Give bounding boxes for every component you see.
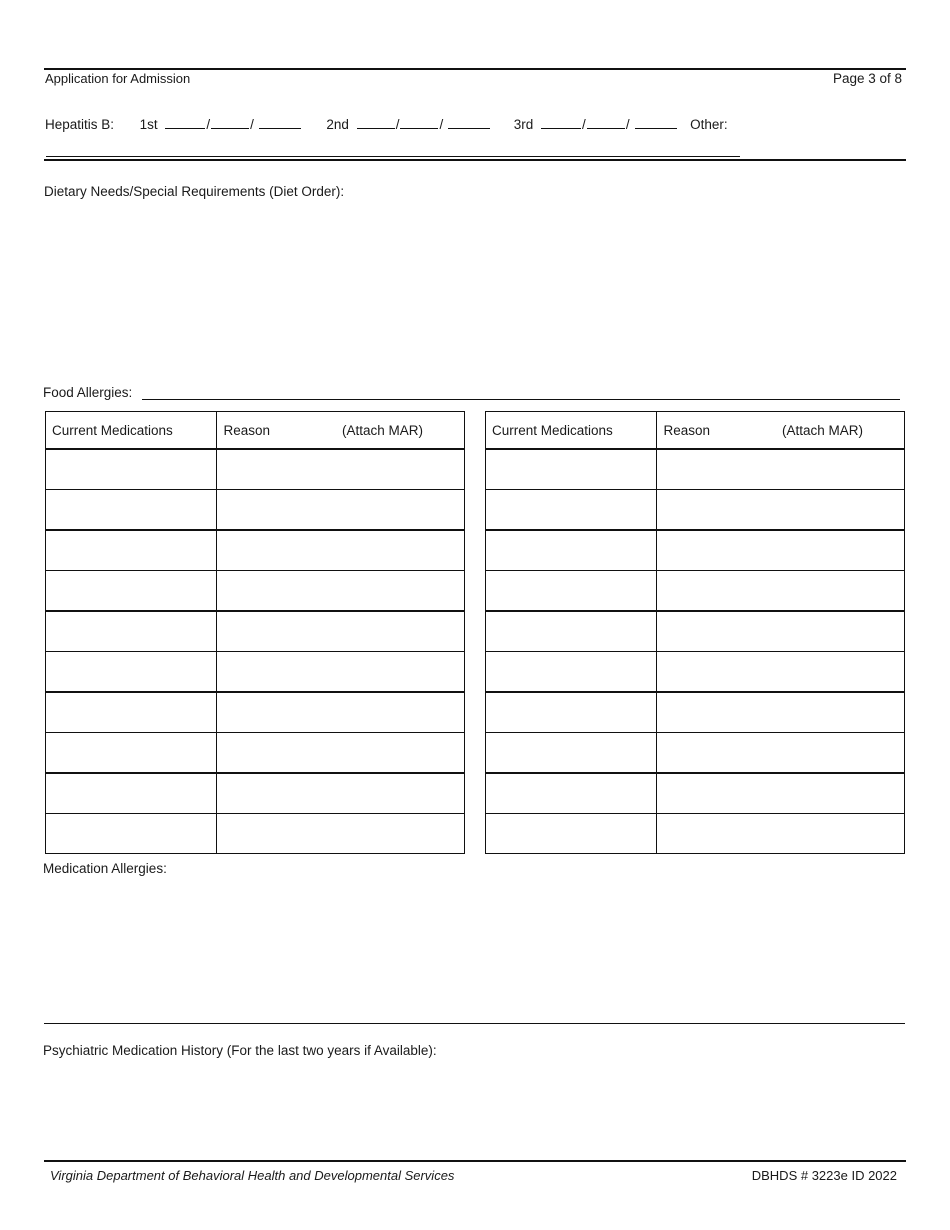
table-row xyxy=(486,611,905,652)
table-header-row xyxy=(486,412,905,450)
reason-cell[interactable] xyxy=(657,692,905,733)
hepatitis-other-label: Other: xyxy=(690,117,728,132)
medication-cell[interactable] xyxy=(46,692,217,733)
col-reason: Reason (Attach MAR) xyxy=(657,412,905,450)
table-row xyxy=(486,773,905,814)
table-row xyxy=(486,490,905,531)
table-row xyxy=(486,733,905,774)
table-row xyxy=(486,692,905,733)
reason-cell[interactable] xyxy=(657,814,905,854)
reason-cell[interactable] xyxy=(657,571,905,612)
hepatitis-b-label: Hepatitis B: xyxy=(45,117,115,132)
food-allergies-label: Food Allergies: xyxy=(43,385,133,400)
section-rule-1 xyxy=(44,159,906,161)
medication-cell[interactable] xyxy=(46,773,217,814)
page-number: Page 3 of 8 xyxy=(832,71,902,86)
medication-cell[interactable] xyxy=(46,449,217,490)
medication-cell[interactable] xyxy=(486,814,657,854)
table-row xyxy=(46,449,465,490)
medication-cell[interactable] xyxy=(46,611,217,652)
medication-cell[interactable] xyxy=(486,773,657,814)
hepatitis-first-day-field[interactable] xyxy=(211,116,249,129)
medications-table-left xyxy=(45,411,465,854)
reason-cell[interactable] xyxy=(657,530,905,571)
section-rule-2 xyxy=(44,1023,905,1024)
table-row xyxy=(46,571,465,612)
reason-cell[interactable] xyxy=(657,611,905,652)
attach-mar-note: (Attach MAR) xyxy=(342,422,424,438)
reason-cell[interactable] xyxy=(217,449,465,490)
col-current-medications: Current Medications xyxy=(46,412,217,450)
medication-cell[interactable] xyxy=(46,814,217,854)
table-row xyxy=(46,652,465,693)
hepatitis-third-day-field[interactable] xyxy=(587,116,625,129)
table-row xyxy=(46,692,465,733)
medication-cell[interactable] xyxy=(486,611,657,652)
medication-cell[interactable] xyxy=(46,652,217,693)
medication-cell[interactable] xyxy=(46,571,217,612)
medication-cell[interactable] xyxy=(486,490,657,531)
attach-mar-note: (Attach MAR) xyxy=(782,422,864,438)
table-row xyxy=(46,773,465,814)
footer-form-id: DBHDS # 3223e ID 2022 xyxy=(751,1168,897,1183)
medication-cell[interactable] xyxy=(486,571,657,612)
dietary-needs-label: Dietary Needs/Special Requirements (Diet Order): xyxy=(44,184,345,199)
medication-allergies-area[interactable] xyxy=(44,880,906,1020)
reason-cell[interactable] xyxy=(217,611,465,652)
reason-cell[interactable] xyxy=(657,652,905,693)
hepatitis-third-month-field[interactable] xyxy=(541,116,581,129)
col-current-medications: Current Medications xyxy=(486,412,657,450)
reason-cell[interactable] xyxy=(217,571,465,612)
form-title: Application for Admission xyxy=(45,71,191,86)
table-row xyxy=(486,814,905,854)
medication-cell[interactable] xyxy=(486,530,657,571)
hepatitis-first-month-field[interactable] xyxy=(165,116,205,129)
reason-cell[interactable] xyxy=(217,733,465,774)
hepatitis-first-year-field[interactable] xyxy=(259,116,301,129)
table-row xyxy=(46,490,465,531)
header-top-rule xyxy=(44,68,906,70)
hepatitis-second-month-field[interactable] xyxy=(357,116,395,129)
medication-cell[interactable] xyxy=(486,692,657,733)
medication-cell[interactable] xyxy=(486,733,657,774)
medication-cell[interactable] xyxy=(486,652,657,693)
table-row xyxy=(46,611,465,652)
hepatitis-third-label: 3rd xyxy=(513,117,534,132)
reason-cell[interactable] xyxy=(217,692,465,733)
medication-cell[interactable] xyxy=(486,449,657,490)
hepatitis-first-label: 1st xyxy=(139,117,158,132)
food-allergies-field[interactable] xyxy=(142,399,900,400)
medication-cell[interactable] xyxy=(46,490,217,531)
hepatitis-b-row: Hepatitis B: 1st / / 2nd / / 3rd / / Other: xyxy=(45,117,728,132)
reason-cell[interactable] xyxy=(217,652,465,693)
hepatitis-second-day-field[interactable] xyxy=(400,116,438,129)
footer-agency: Virginia Department of Behavioral Health and Developmental Services xyxy=(50,1168,455,1183)
reason-cell[interactable] xyxy=(657,490,905,531)
table-row xyxy=(486,571,905,612)
reason-cell[interactable] xyxy=(217,490,465,531)
reason-cell[interactable] xyxy=(217,814,465,854)
psychiatric-history-label: Psychiatric Medication History (For the last two years if Available): xyxy=(43,1043,437,1058)
reason-cell[interactable] xyxy=(217,773,465,814)
col-reason: Reason (Attach MAR) xyxy=(217,412,465,450)
reason-cell[interactable] xyxy=(657,449,905,490)
dietary-needs-area[interactable] xyxy=(44,204,906,374)
medication-cell[interactable] xyxy=(46,530,217,571)
table-row xyxy=(486,449,905,490)
psychiatric-history-area[interactable] xyxy=(44,1062,906,1152)
table-row xyxy=(46,814,465,854)
table-row xyxy=(486,652,905,693)
table-header-row xyxy=(46,412,465,450)
footer-rule xyxy=(44,1160,906,1162)
reason-cell[interactable] xyxy=(657,773,905,814)
table-row xyxy=(46,530,465,571)
hepatitis-second-year-field[interactable] xyxy=(448,116,490,129)
medications-table-right xyxy=(485,411,905,854)
reason-cell[interactable] xyxy=(657,733,905,774)
hepatitis-third-year-field[interactable] xyxy=(635,116,677,129)
table-row xyxy=(46,733,465,774)
reason-cell[interactable] xyxy=(217,530,465,571)
table-row xyxy=(486,530,905,571)
medication-cell[interactable] xyxy=(46,733,217,774)
medication-allergies-label: Medication Allergies: xyxy=(43,861,167,876)
hepatitis-other-line[interactable] xyxy=(46,156,740,157)
hepatitis-second-label: 2nd xyxy=(326,117,349,132)
